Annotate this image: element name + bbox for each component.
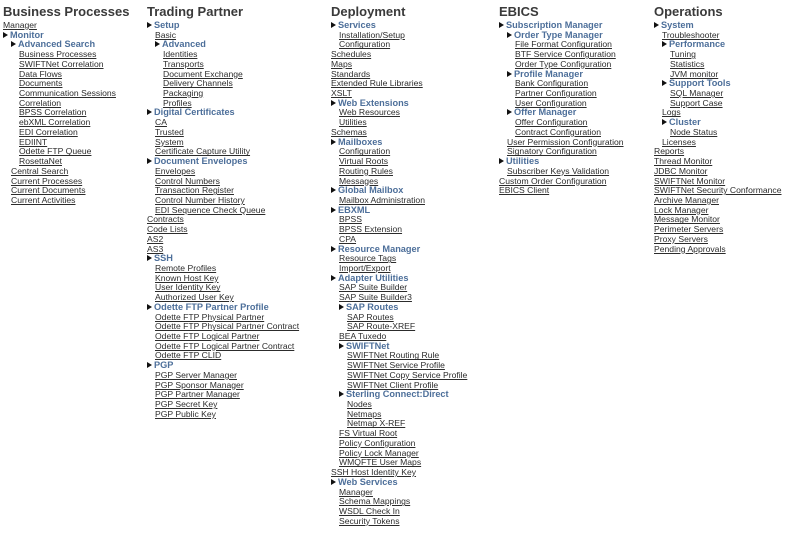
menu-item-label: Partner Configuration — [515, 88, 597, 99]
expand-arrow-icon — [331, 100, 336, 106]
menu-item-label: PGP Partner Manager — [155, 389, 240, 400]
menu-item-label: BPSS Correlation — [19, 107, 87, 118]
expand-arrow-icon — [147, 109, 152, 115]
menu-link-odette-ftp-clid[interactable] — [147, 351, 327, 361]
menu-item-label: PGP Sponsor Manager — [155, 379, 244, 390]
menu-item-label: Virtual Roots — [339, 156, 389, 167]
expand-arrow-icon — [11, 41, 16, 47]
menu-item-label: Subscription Manager — [506, 20, 603, 30]
menu-item-label: Communication Sessions — [19, 88, 116, 99]
column-operations — [654, 5, 800, 254]
expand-arrow-icon — [507, 32, 512, 38]
menu-item-label: Manager — [339, 486, 373, 497]
menu-item-label: BPSS — [339, 214, 362, 225]
menu-item-label: Global Mailbox — [338, 185, 404, 196]
menu-item-label: EBICS Client — [499, 185, 550, 196]
expand-arrow-icon — [499, 22, 504, 28]
expand-arrow-icon — [147, 362, 152, 368]
menu-item-label: CA — [155, 117, 167, 128]
menu-item-label: Schemas — [331, 126, 367, 137]
menu-item-label: Licenses — [662, 136, 696, 147]
menu-item-label: Netmaps — [347, 408, 382, 419]
menu-item-label: SWIFTNet Security Conformance — [654, 185, 782, 196]
menu-item-label: Subscriber Keys Validation — [507, 165, 610, 176]
menu-item-label: EDIINT — [19, 136, 48, 147]
menu-item-label: Reports — [654, 146, 685, 157]
menu-item-label: Packaging — [163, 88, 204, 99]
menu-item-label: Lock Manager — [654, 204, 709, 215]
expand-arrow-icon — [507, 109, 512, 115]
menu-item-label: Policy Lock Manager — [339, 447, 419, 458]
menu-item-label: Extended Rule Libraries — [331, 78, 423, 89]
column-title: Deployment — [331, 4, 406, 19]
menu-item-label: Schedules — [331, 49, 372, 60]
expand-arrow-icon — [331, 246, 336, 252]
menu-item-label: Archive Manager — [654, 194, 719, 205]
menu-link-pending-approvals[interactable] — [654, 245, 800, 255]
menu-link-security-tokens[interactable] — [331, 517, 496, 527]
menu-item-label: Odette FTP Physical Partner Contract — [155, 321, 300, 332]
menu-item-label: SSH — [154, 253, 173, 264]
menu-item-label: SAP Route-XREF — [347, 321, 416, 332]
menu-item-label: Cluster — [669, 117, 701, 128]
menu-item-label: EDI Correlation — [19, 126, 78, 137]
column-title: Business Processes — [3, 4, 130, 19]
column-ebics — [499, 5, 649, 196]
menu-item-label: Web Extensions — [338, 97, 409, 108]
menu-item-label: Documents — [19, 78, 63, 89]
menu-item-label: Odette FTP Logical Partner — [155, 331, 260, 341]
menu-item-label: WSDL Check In — [339, 505, 400, 516]
menu-item-label: Mailboxes — [338, 136, 383, 147]
expand-arrow-icon — [331, 207, 336, 213]
menu-item-label: JVM monitor — [670, 68, 719, 79]
menu-item-label: Current Activities — [11, 194, 76, 205]
menu-item-label: Current Documents — [11, 185, 86, 196]
menu-item-label: Advanced — [162, 39, 206, 50]
menu-item-label: Node Status — [670, 126, 718, 137]
expand-arrow-icon — [147, 158, 152, 164]
menu-item-label: PGP Secret Key — [155, 399, 218, 410]
menu-item-label: File Format Configuration — [515, 39, 612, 50]
menu-item-label: Signatory Configuration — [507, 146, 597, 157]
menu-item-label: Correlation — [19, 97, 62, 108]
menu-item-label: Installation/Setup — [339, 29, 405, 40]
menu-item-label: User Identity Key — [155, 282, 221, 293]
menu-item-label: Troubleshooter — [662, 29, 720, 40]
menu-item-label: PGP Server Manager — [155, 369, 237, 380]
menu-link-code-lists[interactable] — [147, 225, 327, 235]
menu-item-label: Profile Manager — [514, 68, 583, 79]
menu-link-ebics-client[interactable] — [499, 186, 649, 196]
menu-item-label: Certificate Capture Utility — [155, 146, 251, 157]
menu-item-label: PGP Public Key — [155, 408, 216, 419]
menu-item-label: Schema Mappings — [339, 496, 411, 507]
column-title: Trading Partner — [147, 4, 244, 19]
menu-list — [3, 21, 143, 206]
menu-item-label: Security Tokens — [339, 515, 400, 526]
menu-item-label: Services — [338, 20, 376, 30]
column-title: EBICS — [499, 4, 539, 19]
menu-item-label: Business Processes — [19, 49, 97, 60]
menu-item-label: Mailbox Administration — [339, 194, 425, 205]
menu-item-label: Advanced Search — [18, 39, 96, 50]
menu-item-label: Netmap X-REF — [347, 418, 406, 429]
expand-arrow-icon — [339, 343, 344, 349]
menu-item-label: SQL Manager — [670, 88, 724, 99]
menu-item-label: Statistics — [670, 58, 705, 69]
expand-arrow-icon — [3, 32, 8, 38]
menu-item-label: Data Flows — [19, 68, 62, 79]
menu-item-label: Offer Configuration — [515, 117, 588, 128]
expand-arrow-icon — [331, 22, 336, 28]
menu-item-label: Routing Rules — [339, 165, 393, 176]
menu-item-label: SWIFTNet Client Profile — [347, 379, 439, 390]
menu-item-label: Control Numbers — [155, 175, 220, 186]
menu-link-schedules[interactable] — [331, 50, 496, 60]
menu-item-label: Odette FTP Partner Profile — [154, 301, 269, 312]
menu-item-label: SWIFTNet Monitor — [654, 175, 726, 186]
menu-item-label: BEA Tuxedo — [339, 331, 387, 341]
menu-item-label: System — [155, 136, 184, 147]
expand-arrow-icon — [147, 255, 152, 261]
menu-item-label: Order Type Manager — [514, 29, 603, 40]
menu-item-label: Contracts — [147, 214, 184, 225]
expand-arrow-icon — [331, 139, 336, 145]
column-business-processes — [3, 5, 143, 206]
expand-arrow-icon — [331, 479, 336, 485]
menu-item-label: Perimeter Servers — [654, 224, 724, 235]
menu-item-label: Document Envelopes — [154, 156, 248, 167]
menu-item-label: SSH Host Identity Key — [331, 467, 417, 478]
menu-item-label: System — [661, 20, 694, 30]
menu-item-label: JDBC Monitor — [654, 165, 708, 176]
column-trading-partner — [147, 5, 327, 419]
menu-item-label: SAP Suite Builder — [339, 282, 408, 293]
menu-item-label: Import/Export — [339, 262, 391, 273]
menu-item-label: Monitor — [10, 29, 44, 40]
menu-item-label: Maps — [331, 58, 353, 69]
menu-list — [331, 21, 496, 526]
menu-item-label: Messages — [339, 175, 379, 186]
menu-item-label: Contract Configuration — [515, 126, 601, 137]
menu-item-label: BTF Service Configuration — [515, 49, 616, 60]
menu-item-label: Thread Monitor — [654, 156, 713, 167]
menu-item-label: Web Services — [338, 476, 398, 487]
menu-item-label: Resource Manager — [338, 243, 421, 254]
expand-arrow-icon — [662, 80, 667, 86]
menu-item-label: Support Case — [670, 97, 723, 108]
menu-item-label: Identities — [163, 49, 198, 60]
menu-link-extended-rule-libraries[interactable] — [331, 79, 496, 89]
menu-list — [147, 21, 327, 419]
column-title: Operations — [654, 4, 723, 19]
menu-link-as2[interactable] — [147, 235, 327, 245]
menu-item-label: Envelopes — [155, 165, 196, 176]
menu-item-label: Offer Manager — [514, 107, 577, 118]
menu-item-label: Standards — [331, 68, 371, 79]
menu-item-label: Odette FTP CLID — [155, 350, 222, 361]
menu-item-label: Message Monitor — [654, 214, 720, 225]
menu-item-label: Known Host Key — [155, 272, 219, 283]
menu-item-label: Proxy Servers — [654, 233, 708, 244]
menu-item-label: SAP Routes — [347, 311, 394, 322]
menu-item-label: User Permission Configuration — [507, 136, 624, 147]
menu-item-label: Trusted — [155, 126, 184, 137]
menu-item-label: Tuning — [670, 49, 696, 60]
menu-item-label: Delivery Channels — [163, 78, 233, 89]
menu-item-label: EDI Sequence Check Queue — [155, 204, 266, 215]
menu-item-label: PGP — [154, 360, 174, 371]
menu-item-label: Profiles — [163, 97, 192, 108]
expand-arrow-icon — [507, 71, 512, 77]
menu-item-label: Setup — [154, 20, 180, 30]
menu-item-label: Pending Approvals — [654, 243, 726, 254]
menu-item-label: Performance — [669, 39, 726, 50]
menu-link-current-activities[interactable] — [3, 196, 143, 206]
menu-item-label: Odette FTP Queue — [19, 146, 92, 157]
menu-item-label: Sterling Connect:Direct — [346, 389, 449, 400]
menu-item-label: Central Search — [11, 165, 69, 176]
menu-item-label: XSLT — [331, 88, 352, 99]
menu-item-label: Current Processes — [11, 175, 83, 186]
menu-item-label: Code Lists — [147, 224, 188, 235]
expand-arrow-icon — [662, 119, 667, 125]
menu-link-pgp-public-key[interactable] — [147, 410, 327, 420]
menu-item-label: Support Tools — [669, 78, 731, 89]
menu-item-label: SAP Routes — [346, 301, 399, 312]
expand-arrow-icon — [662, 41, 667, 47]
menu-item-label: EBXML — [338, 204, 371, 215]
menu-item-label: Bank Configuration — [515, 78, 589, 89]
menu-item-label: FS Virtual Root — [339, 428, 398, 439]
expand-arrow-icon — [331, 187, 336, 193]
expand-arrow-icon — [331, 275, 336, 281]
menu-link-as3[interactable] — [147, 245, 327, 255]
menu-item-label: Document Exchange — [163, 68, 243, 79]
menu-section-digital-certificates[interactable] — [147, 108, 327, 118]
menu-item-label: SWIFTNet Correlation — [19, 58, 104, 69]
expand-arrow-icon — [155, 41, 160, 47]
expand-arrow-icon — [339, 304, 344, 310]
menu-item-label: Digital Certificates — [154, 107, 235, 118]
menu-list — [654, 21, 800, 254]
menu-item-label: Authorized User Key — [155, 292, 234, 303]
menu-item-label: Resource Tags — [339, 253, 397, 264]
expand-arrow-icon — [654, 22, 659, 28]
menu-item-label: SWIFTNet Routing Rule — [347, 350, 440, 361]
menu-item-label: Adapter Utilities — [338, 272, 409, 283]
menu-item-label: Configuration — [339, 146, 391, 157]
menu-item-label: Logs — [662, 107, 681, 118]
menu-item-label: Web Resources — [339, 107, 400, 118]
menu-item-label: Order Type Configuration — [515, 58, 612, 69]
column-deployment — [331, 5, 496, 526]
expand-arrow-icon — [147, 304, 152, 310]
menu-item-label: Policy Configuration — [339, 437, 416, 448]
menu-item-label: Utilities — [339, 117, 367, 128]
menu-item-label: Custom Order Configuration — [499, 175, 607, 186]
menu-item-label: Nodes — [347, 399, 372, 410]
menu-item-label: Configuration — [339, 39, 391, 50]
menu-item-label: SAP Suite Builder3 — [339, 292, 412, 303]
menu-item-label: SWIFTNet Service Profile — [347, 360, 445, 371]
menu-item-label: AS2 — [147, 233, 164, 244]
menu-item-label: Transports — [163, 58, 204, 69]
expand-arrow-icon — [499, 158, 504, 164]
menu-item-label: SWIFTNet Copy Service Profile — [347, 369, 468, 380]
menu-item-label: Odette FTP Physical Partner — [155, 311, 265, 322]
menu-item-label: User Configuration — [515, 97, 587, 108]
menu-item-label: Transaction Register — [155, 185, 234, 196]
menu-item-label: WMQFTE User Maps — [339, 457, 422, 468]
menu-item-label: RosettaNet — [19, 156, 62, 167]
menu-item-label: Utilities — [506, 156, 540, 167]
menu-item-label: Remote Profiles — [155, 262, 217, 273]
menu-item-label: ebXML Correlation — [19, 117, 91, 128]
menu-item-label: BPSS Extension — [339, 224, 403, 235]
expand-arrow-icon — [339, 391, 344, 397]
menu-list — [499, 21, 649, 196]
menu-item-label: Manager — [3, 20, 37, 30]
expand-arrow-icon — [147, 22, 152, 28]
menu-item-label: SWIFTNet — [346, 340, 390, 351]
menu-item-label: CPA — [339, 233, 357, 244]
menu-item-label: AS3 — [147, 243, 164, 254]
menu-item-label: Odette FTP Logical Partner Contract — [155, 340, 295, 351]
menu-item-label: Basic — [155, 29, 177, 40]
menu-item-label: Control Number History — [155, 194, 245, 205]
